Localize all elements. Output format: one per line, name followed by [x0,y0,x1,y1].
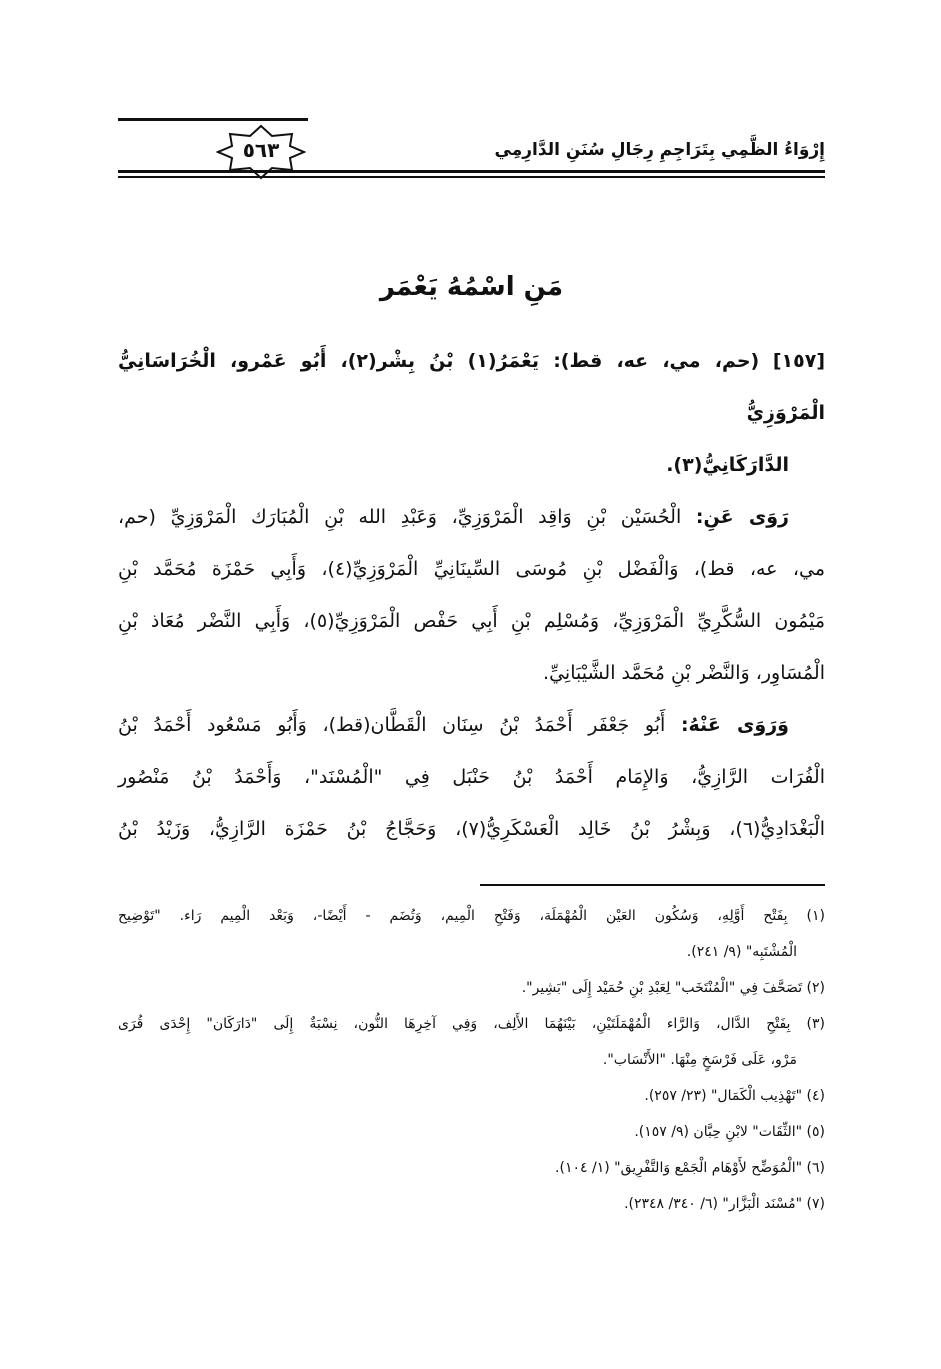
footnote-7: (٧) "مُسْنَد الْبَزَّار" (٦/ ٣٤٠/ ٢٣٤٨). [624,1196,825,1212]
footnote-1: (١) بِفَتْح أَوَّلِهِ، وَسُكُون العَيْن الْمُهْمَلَة، وَفَتْحِ الْمِيم، وَتُضَم - أَيْضًا-، وَبَعْد الْمِيم رَاء. "تَوْضِيح [118,908,825,924]
footnote-5: (٥) "الثِّقَات" لابْنِ حِبَّان (٩/ ١٥٧). [634,1124,825,1140]
section-title: مَنِ اسْمُهُ يَعْمَر [379,272,564,302]
footnote-1-cont: الْمُشْتَبِه" (٩/ ٢٤١). [686,944,797,960]
footnote-rule [480,884,825,886]
footnote-2: (٢) تَصَحَّفَ فِي "الْمُنْتَخَب" لِعَبْدِ بْنِ حُمَيْد إِلَى "بَشِير". [521,980,825,996]
footnote-3: (٣) بِفَتْحِ الدَّال، وَالرَّاء الْمُهْمَلَتَيْنِ، بَيْنَهُمَا الأَلِف، وَفِي آخِرِهَا النُّون، نِسْبَةٌ إِلَى "دَارَكَان" إِحْدَى قُرَى [118,1016,825,1032]
header-rule [118,170,825,173]
body-line: وَرَوَى عَنْهُ: أَبُو جَعْفَر أَحْمَدُ بْنُ سِنَان الْقَطَّان(قط)، وَأَبُو مَسْعُود أَحْمَدُ بْنُ [118,714,789,736]
header-rule-thin [118,176,825,178]
page-number: ٥٦٣ [242,138,280,162]
body-line: الْمُسَاوِر، وَالنَّضْر بْنِ مُحَمَّد الشَّيْبَانِيِّ. [543,662,825,684]
rawa-an-label: رَوَى عَنِ: [695,506,789,528]
footnote-3-cont: مَرْو، عَلَى فَرْسَخٍ مِنْهَا. "الأَنْسَاب". [602,1052,797,1068]
body-line: مَيْمُون السُّكَّرِيِّ الْمَرْوَزِيِّ، وَمُسْلِم بْنِ أَبِي حَفْص الْمَرْوَزِيِّ(٥)، وَأَبِي النَّضْر مُعَاذ بْنِ [118,610,825,632]
running-title: إِرْوَاءُ الظَّمِي بِتَرَاجِمِ رِجَالِ سُنَنِ الدَّارِمِي [494,140,825,160]
body-line: الْبَغْدَادِيُّ(٦)، وَبِشْرُ بْنُ خَالِد الْعَسْكَرِيُّ(٧)، وَحَجَّاجُ بْنُ حَمْزَة الرَّازِيُّ، وَزَيْدُ بْنُ [118,818,825,840]
footnote-4: (٤) "تَهْذِيب الْكَمَال" (٢٣/ ٢٥٧). [644,1088,825,1104]
footnotes [118,898,825,1222]
footnote-6: (٦) "الْمُوَضِّح لأَوْهَام الْجَمْع وَالتَّفْرِيق" (١/ ١٠٤). [555,1160,825,1176]
body-line: مي، عه، قط)، وَالْفَضْل بْنِ مُوسَى السِّينَانِيِّ الْمَرْوَزِيِّ(٤)، وَأَبِي حَمْزَة مُحَمَّد بْنِ [118,558,826,580]
header-upper-rule [118,118,308,121]
entry-line-2: الدَّارَكَانِيُّ(٣). [666,454,789,476]
entry-body [118,335,825,855]
entry-number: [١٥٧] [772,350,826,372]
rawa-anhu-label: وَرَوَى عَنْهُ: [680,714,789,736]
entry-line-1: [١٥٧] (حم، مي، عه، قط): يَعْمَرُ(١) بْنُ بِشْر(٢)، أَبُو عَمْرو، الْخُرَاسَانِيُّ الْمَرْوَزِيُّ [118,350,826,424]
body-line: الْفُرَات الرَّازِيُّ، وَالإِمَام أَحْمَدُ بْنُ حَنْبَل فِي "الْمُسْنَد"، وَأَحْمَدُ بْنُ مَنْصُور [118,766,825,788]
body-line: رَوَى عَنِ: الْحُسَيْن بْنِ وَاقِد الْمَرْوَزِيِّ، وَعَبْدِ الله بْنِ الْمُبَارَك الْمَرْوَزِيِّ (حم، [118,506,789,528]
